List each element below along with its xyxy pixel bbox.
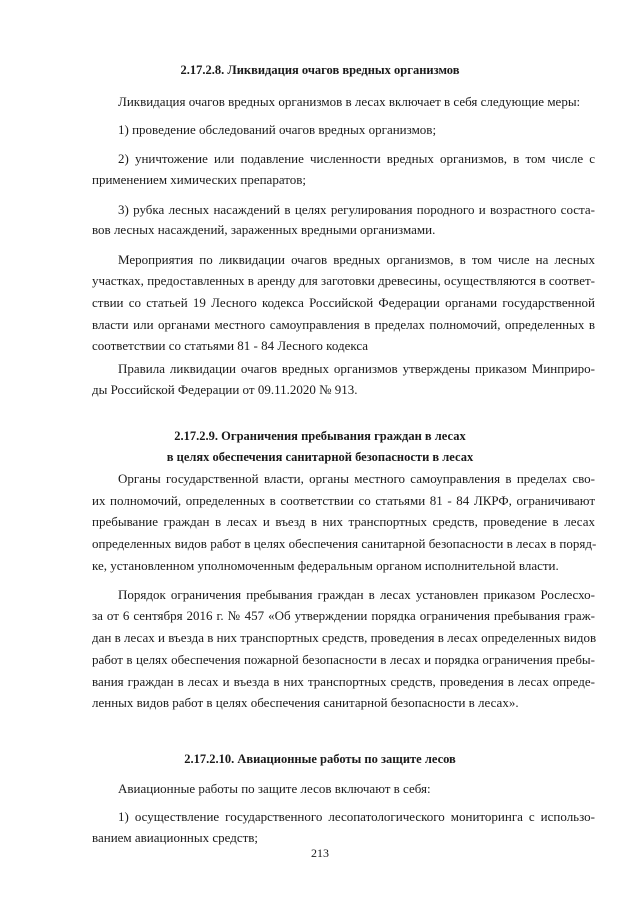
- paragraph-line: соответствии со статьями 81 - 84 Лесного кодекса: [92, 338, 369, 353]
- paragraph-line: ленных видов работ в целях обеспечения санитарной безопасности в лесах».: [92, 695, 519, 710]
- paragraph-line: их полномочий, определенных в соответствии со статьями 81 - 84 ЛКРФ, ограничивают: [92, 493, 595, 508]
- paragraph-line: пребывание граждан в лесах и въезд в них транспортных средств, проведение в лесах: [92, 514, 595, 529]
- paragraph-line: 1) осуществление государственного лесопатологического мониторинга с использо-: [118, 809, 595, 824]
- paragraph-line: определенных видов работ в целях обеспечения санитарной безопасности в лесах в поряд-: [92, 536, 597, 551]
- paragraph-line: власти или органами местного самоуправления в пределах полномочий, определенных в: [92, 317, 595, 332]
- paragraph-line: ствии со статьей 19 Лесного кодекса Российской Федерации органами государственной: [92, 295, 595, 310]
- heading-2-17-2-10: 2.17.2.10. Авиационные работы по защите лесов: [184, 752, 456, 766]
- paragraph-line: ды Российской Федерации от 09.11.2020 № 913.: [92, 382, 358, 397]
- paragraph-line: Мероприятия по ликвидации очагов вредных организмов, в том числе на лесных: [118, 252, 595, 267]
- paragraph-line: 1) проведение обследований очагов вредных организмов;: [118, 122, 437, 137]
- paragraph-line: вания граждан в лесах и въезда в них транспортных средств, проведения в лесах опреде-: [92, 674, 595, 689]
- heading-2-17-2-8: 2.17.2.8. Ликвидация очагов вредных организмов: [180, 63, 460, 77]
- paragraph-line: работ в целях обеспечения пожарной безопасности в лесах и порядка ограничения пребы-: [92, 652, 595, 667]
- paragraph-line: 3) рубка лесных насаждений в целях регулирования породного и возрастного соста-: [118, 202, 595, 217]
- heading-2-17-2-9-line-2: в целях обеспечения санитарной безопасности в лесах: [166, 450, 474, 464]
- paragraph-line: ванием авиационных средств;: [92, 830, 259, 845]
- paragraph-line: применением химических препаратов;: [92, 172, 307, 187]
- paragraph-line: дан в лесах и въезда в них транспортных средств, проведения в лесах определенных видов: [92, 630, 597, 645]
- paragraph-line: 2) уничтожение или подавление численности вредных организмов, в том числе с: [118, 151, 595, 166]
- paragraph-line: участках, предоставленных в аренду для заготовки древесины, осуществляются в соответ-: [92, 273, 595, 288]
- paragraph-line: Порядок ограничения пребывания граждан в лесах установлен приказом Рослесхо-: [118, 587, 595, 602]
- paragraph-line: ке, установленном уполномоченным федеральным органом исполнительной власти.: [92, 558, 559, 573]
- paragraph-line: Ликвидация очагов вредных организмов в лесах включает в себя следующие меры:: [118, 94, 581, 109]
- page-number: 213: [311, 846, 329, 860]
- heading-2-17-2-9: 2.17.2.9. Ограничения пребывания граждан в лесах: [174, 429, 466, 443]
- paragraph-line: Авиационные работы по защите лесов включают в себя:: [118, 781, 431, 796]
- paragraph-line: Органы государственной власти, органы местного самоуправления в пределах сво-: [118, 471, 595, 486]
- paragraph-line: вов лесных насаждений, зараженных вредными организмами.: [92, 222, 436, 237]
- paragraph-line: за от 6 сентября 2016 г. № 457 «Об утверждении порядка ограничения пребывания граж-: [92, 608, 595, 623]
- paragraph-line: Правила ликвидации очагов вредных организмов утверждены приказом Минприро-: [118, 361, 595, 376]
